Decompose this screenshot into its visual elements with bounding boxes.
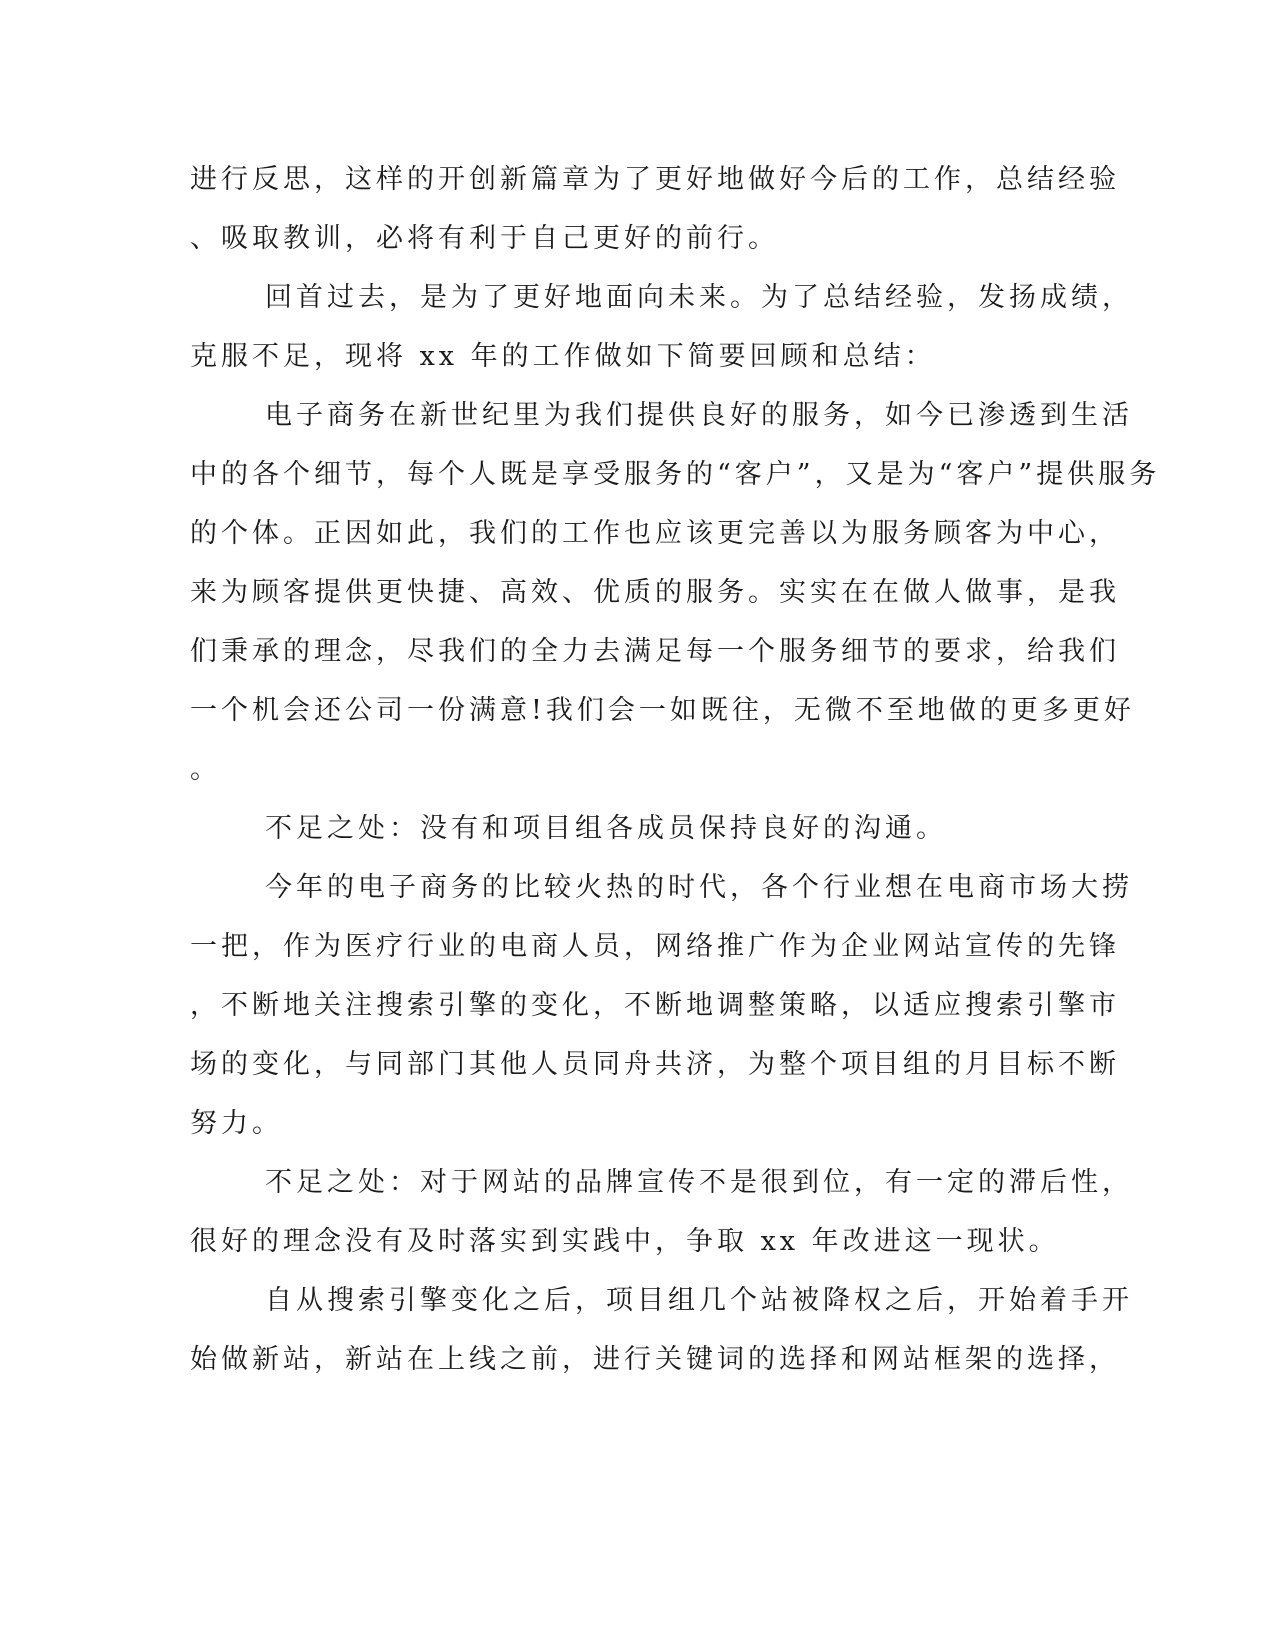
text-line: 克服不足，现将 xx 年的工作做如下简要回顾和总结： bbox=[190, 341, 936, 372]
text-line: 很好的理念没有及时落实到实践中，争取 xx 年改进这一现状。 bbox=[190, 1226, 1060, 1257]
text-line: 电子商务在新世纪里为我们提供良好的服务，如今已渗透到生活 bbox=[265, 400, 1133, 431]
text-line: 不足之处：没有和项目组各成员保持良好的沟通。 bbox=[265, 813, 947, 844]
text-line: 一把，作为医疗行业的电商人员，网络推广作为企业网站宣传的先锋 bbox=[190, 931, 1120, 962]
text-line: 自从搜索引擎变化之后，项目组几个站被降权之后，开始着手开 bbox=[265, 1285, 1133, 1316]
text-line: 、吸取教训，必将有利于自己更好的前行。 bbox=[190, 223, 779, 254]
text-line: 始做新站，新站在上线之前，进行关键词的选择和网站框架的选择， bbox=[190, 1344, 1120, 1375]
text-line: 回首过去，是为了更好地面向未来。为了总结经验，发扬成绩， bbox=[265, 282, 1133, 313]
text-line: 中的各个细节，每个人既是享受服务的“客户”，又是为“客户”提供服务 bbox=[190, 459, 1161, 490]
text-line: 努力。 bbox=[190, 1108, 283, 1139]
text-line: 来为顾客提供更快捷、高效、优质的服务。实实在在做人做事，是我 bbox=[190, 577, 1120, 608]
text-line: 的个体。正因如此，我们的工作也应该更完善以为服务顾客为中心， bbox=[190, 518, 1120, 549]
text-line: 。 bbox=[190, 754, 221, 785]
text-line: ，不断地关注搜索引擎的变化，不断地调整策略，以适应搜索引擎市 bbox=[190, 990, 1120, 1021]
text-line: 一个机会还公司一份满意!我们会一如既往，无微不至地做的更多更好 bbox=[190, 695, 1135, 726]
text-line: 进行反思，这样的开创新篇章为了更好地做好今后的工作，总结经验 bbox=[190, 164, 1120, 195]
text-line: 们秉承的理念，尽我们的全力去满足每一个服务细节的要求，给我们 bbox=[190, 636, 1120, 667]
text-line: 场的变化，与同部门其他人员同舟共济，为整个项目组的月目标不断 bbox=[190, 1049, 1120, 1080]
text-line: 今年的电子商务的比较火热的时代，各个行业想在电商市场大捞 bbox=[265, 872, 1133, 903]
text-line: 不足之处：对于网站的品牌宣传不是很到位，有一定的滞后性， bbox=[265, 1167, 1133, 1198]
